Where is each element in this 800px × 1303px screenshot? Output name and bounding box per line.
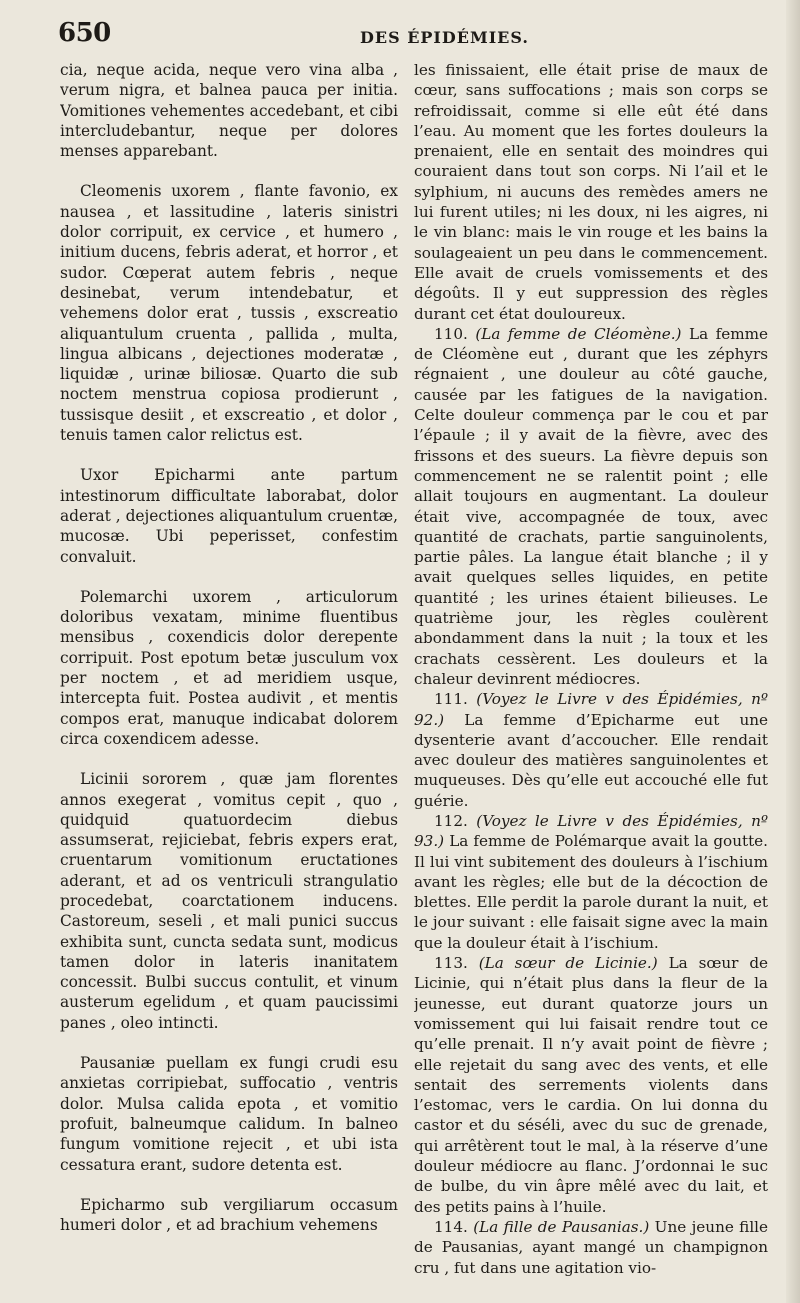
- french-column: [414, 60, 768, 1290]
- case-110: [414, 324, 768, 689]
- latin-paragraph: cia, neque acida, neque vero vina alba , verum nigra, et balnea pauca per initia. Vomitiones vehementes accedebant, et cibi intercludebantur, neque per dolores menses apparebant.: [60, 61, 398, 161]
- case-number: 110.: [434, 324, 468, 343]
- latin-paragraph: Polemarchi uxorem , articulorum doloribus vexatam, minime fluentibus mensibus , coxendicis dolor derepente corripuit. Post epotum betæ jusculum vox per noctem , et ad meridiem usque, intercepta fuit. Postea audivit , et mentis compos erat, manuque indicabat dolorem circa coxendicem adesse.: [60, 587, 398, 748]
- latin-paragraph: Uxor Epicharmi ante partum intestinorum difficultate laborabat, dolor aderat , dejectiones aliquantulum cruentæ, mucosæ. Ubi peperisset, confestim convaluit.: [60, 466, 398, 566]
- page-number: 650: [58, 18, 111, 48]
- case-text: Une jeune fille de Pausanias, ayant mangé un champignon cru , fut dans une agitation vio-: [414, 1217, 768, 1277]
- latin-paragraph: Licinii sororem , quæ jam florentes annos exegerat , vomitus cepit , quo , quidquid quatuordecim diebus assumserat, rejiciebat, febris expers erat, cruentarum vomitionum eructationes aderant, et ad os ventriculi strangulatio procedebat, coarctationem inducens. Castoreum, seseli , et mali punici succus exhibita sunt, cuncta sedata sunt, modicus tamen dolor in lateris inanitatem concessit. Bulbi succus contulit, et vinum austerum egelidum , et quam paucissimi panes , oleo intincti.: [60, 770, 398, 1032]
- case-text: La sœur de Licinie, qui n’était plus dans la fleur de la jeunesse, eut durant quatorze jours un vomissement qui lui faisait rendre tout ce qu’elle prenait. Il n’y avait point de fièvre ; elle rejetait du sang avec des vents, et elle sentait des serrements violents dans l’estomac, vers le cardia. On lui donna du castor et du séséli, avec du suc de grenade, qui arrêtèrent tout le mal, à la réserve d’une douleur médiocre au flanc. J’ordonnai le suc de bulbe, du vin âpre mêlé avec du lait, et des petits pains à l’huile.: [414, 954, 768, 1216]
- latin-column: [60, 60, 398, 1290]
- case-number: 113.: [434, 954, 468, 973]
- page-header: [58, 18, 758, 52]
- case-text: La femme de Polémarque avait la goutte. Il lui vint subitement des douleurs à l’ischium avant les règles; elle but de la décoction de blettes. Elle perdit la parole durant la nuit, et le jour suivant : elle faisait signe avec la main que la douleur était à l’ischium.: [414, 832, 768, 952]
- case-111: [414, 689, 768, 811]
- case-113: [414, 953, 768, 1217]
- case-number: 111.: [434, 690, 468, 709]
- case-number: 112.: [434, 811, 468, 830]
- case-reference: (La femme de Cléomène.): [475, 324, 682, 343]
- case-text: La femme d’Epicharme eut une dysenterie avant d’accoucher. Elle rendait avec douleur des matières sanguinolentes et muqueuses. Dès qu’elle eut accouché elle fut guérie.: [414, 710, 768, 810]
- case-reference: (La fille de Pausanias.): [473, 1217, 650, 1236]
- case-reference: (Voyez le Livre v des Épidémies, nº 92.): [414, 690, 768, 729]
- latin-paragraph: Cleomenis uxorem , flante favonio, ex nausea , et lassitudine , lateris sinistri dolor corripuit, ex cervice , et humero , initium ducens, febris aderat, et horror , et sudor. Cœperat autem febris , neque desinebat, verum intendebatur, et vehemens dolor erat , tussis , exscreatio aliquantulum cruenta , pallida , multa, lingua albicans , dejectiones moderatæ , liquidæ , urinæ biliosæ. Quarto die sub noctem menstrua copiosa prodierunt , tussisque desiit , et exscreatio , et dolor , tenuis tamen calor relictus est.: [60, 182, 398, 445]
- page-edge: [786, 0, 800, 1303]
- case-text: La femme de Cléomène eut , durant que les zéphyrs régnaient , une douleur au côté gauche, causée par les fatigues de la navigation. Celte douleur commença par le cou et par l’épaule ; il y avait de la fièvre, avec des frissons et des sueurs. La fièvre depuis son commencement ne se ralentit point ; elle allait toujours en augmentant. La douleur était vive, accompagnée de toux, avec quantité de crachats, partie sanguinolents, partie pâles. La langue était blanche ; il y avait quelques selles liquides, en petite quantité ; les urines étaient bilieuses. Le quatrième jour, les règles coulèrent abondamment dans la nuit ; la toux et les crachats cessèrent. Les douleurs et la chaleur devinrent médiocres.: [414, 324, 768, 688]
- latin-paragraph: Epicharmo sub vergiliarum occasum humeri dolor , et ad brachium vehemens: [60, 1195, 398, 1235]
- case-114: [414, 1217, 768, 1278]
- latin-paragraph: Pausaniæ puellam ex fungi crudi esu anxietas corripiebat, suffocatio , ventris dolor. Mulsa calida epota , et vomitio profuit, balneumque calidum. In balneo fungum vomitione rejecit , et ubi ista cessatura erant, sudore detenta est.: [60, 1054, 398, 1174]
- case-number: 114.: [434, 1217, 468, 1236]
- french-paragraph: les finissaient, elle était prise de maux de cœur, sans suffocations ; mais son corps se refroidissait, comme si elle eût été dans l’eau. Au moment que les fortes douleurs la prenaient, elle en sentait des moindres qui couraient dans tout son corps. Ni l’ail et le sylphium, ni aucuns des remèdes amers ne lui furent utiles; ni les doux, ni les aigres, ni le vin blanc: mais le vin rouge et les bains la soulageaient un peu dans le commencement. Elle avait de cruels vomissements et des dégoûts. Il y eut suppression des règles durant cet état douloureux.: [414, 61, 768, 323]
- case-reference: (La sœur de Licinie.): [478, 954, 658, 973]
- running-head: DES ÉPIDÉMIES.: [360, 28, 529, 47]
- case-112: [414, 811, 768, 953]
- case-reference: (Voyez le Livre v des Épidémies, nº 93.): [414, 811, 768, 851]
